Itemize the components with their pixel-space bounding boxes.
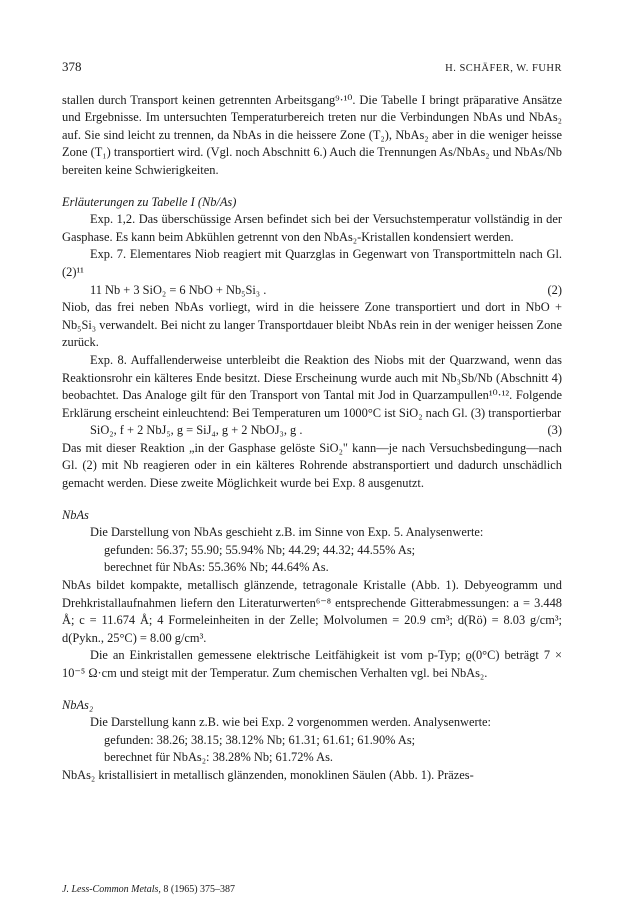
exp12-paragraph: Exp. 1,2. Das überschüssige Arsen befindet sich bei der Versuchstemperatur vollständig in der Gasphase. Es kann beim Abkühlen getrennt von den NbAs₂-Kristallen kondensiert werden. (62, 212, 562, 244)
journal-footer (62, 884, 235, 895)
equation-3-number: (3) (547, 423, 562, 438)
nbas2-calc-values: berechnet für NbAs₂: 38.28% Nb; 61.72% As. (104, 750, 334, 765)
notes-heading: Erläuterungen zu Tabelle I (Nb/As) (62, 194, 237, 209)
nbas2-heading: NbAs₂ (62, 697, 94, 712)
intro-paragraph: stallen durch Transport keinen getrennten Arbeitsgang⁹·¹⁰. Die Tabelle I bringt präparative Ansätze und Ergebnisse. Im untersuchten Temperaturbereich treten nur die Verbindungen NbAs und NbAs₂ auf. Sie sind leicht zu trennen, da NbAs in die heissere Zone (T₂), NbAs₂ aber in die weniger heisse Zone (T₁) transportiert wird. (Vgl. noch Abschnitt 6.) Auch die Trennungen As/NbAs₂ und NbAs/Nb bereiten keine Schwierigkeiten. (62, 92, 562, 177)
nbas-prep-paragraph: Die Darstellung von NbAs geschieht z.B. im Sinne von Exp. 5. Analysenwerte: (90, 525, 484, 540)
equation-3 (62, 422, 562, 440)
nbas-heading: NbAs (62, 507, 89, 522)
running-header (62, 58, 562, 78)
nbas-structure-paragraph: NbAs bildet kompakte, metallisch glänzende, tetragonale Kristalle (Abb. 1). Debyeogramm und Drehkristallaufnahmen liefern den Literaturwerten⁶⁻⁸ entsprechende Gitterabmessungen: a = 3.448 Å; c = 11.674 Å; 4 Formeleinheiten in der Zelle; Molvolumen = 20.9 cm³; d(Rö) = 8.03 g/cm³; d(Pykn., 25°C) = 8.00 g/cm³. (62, 578, 562, 645)
exp7-continuation: Niob, das frei neben NbAs vorliegt, wird in die heissere Zone transportiert und dort in NbO + Nb₅Si₃ verwandelt. Bei nicht zu langer Transportdauer bleibt NbAs rein in der weniger heissen Zone zurück. (62, 300, 562, 350)
nbas2-found-values: gefunden: 38.26; 38.15; 38.12% Nb; 61.31; 61.61; 61.90% As; (104, 732, 416, 747)
nbas-conductivity-paragraph: Die an Einkristallen gemessene elektrische Leitfähigkeit ist vom p-Typ; ϱ(0°C) beträgt 7 × 10⁻⁵ Ω·cm und steigt mit der Temperatur. Zum chemischen Verhalten vgl. bei NbAs₂. (62, 648, 562, 680)
running-authors: H. SCHÄFER, W. FUHR (445, 63, 562, 74)
nbas-found-values: gefunden: 56.37; 55.90; 55.94% Nb; 44.29; 44.32; 44.55% As; (104, 542, 416, 557)
journal-name: J. Less-Common Metals, (62, 884, 161, 895)
equation-2 (62, 282, 562, 300)
page-body (62, 58, 562, 785)
equation-2-text: 11 Nb + 3 SiO₂ = 6 NbO + Nb₅Si₃ . (90, 282, 267, 297)
exp8-paragraph: Exp. 8. Auffallenderweise unterbleibt die Reaktion des Niobs mit der Quarzwand, wenn das Reaktionsrohr ein kälteres Ende besitzt. Diese Erscheinung wurde auch mit Nb₃Sb/Nb (Abschnitt 4) beobachtet. Das Analoge gilt für den Transport von Tantal mit Jod in Quarzampullen¹⁰·¹². Folgende Erklärung erscheint einleuchtend: Bei Temperaturen um 1000°C ist SiO₂ nach Gl. (3) transportierbar (62, 352, 562, 420)
equation-3-text: SiO₂, f + 2 NbJ₅, g = SiJ₄, g + 2 NbOJ₃, g . (90, 423, 303, 438)
nbas-calc-values: berechnet für NbAs: 55.36% Nb; 44.64% As. (104, 560, 329, 575)
equation-2-number: (2) (547, 282, 562, 297)
nbas2-crystal-paragraph: NbAs₂ kristallisiert in metallisch glänzenden, monoklinen Säulen (Abb. 1). Präzes- (62, 767, 474, 782)
page-number: 378 (62, 59, 82, 74)
journal-ref: 8 (1965) 375–387 (160, 884, 236, 895)
exp7-paragraph: Exp. 7. Elementares Niob reagiert mit Quarzglas in Gegenwart von Transportmitteln nach Gl. (2)¹¹ (62, 247, 562, 279)
exp8-continuation: Das mit dieser Reaktion „in der Gasphase gelöste SiO₂" kann—je nach Versuchsbedingung—nach Gl. (2) mit Nb reagieren oder in ein kälteres Rohrende abstransportiert und dadurch unschädlich gemacht werden. Diese zweite Möglichkeit wurde bei Exp. 8 ausgenutzt. (62, 440, 562, 491)
nbas2-prep-paragraph: Die Darstellung kann z.B. wie bei Exp. 2 vorgenommen werden. Analysenwerte: (90, 715, 491, 730)
